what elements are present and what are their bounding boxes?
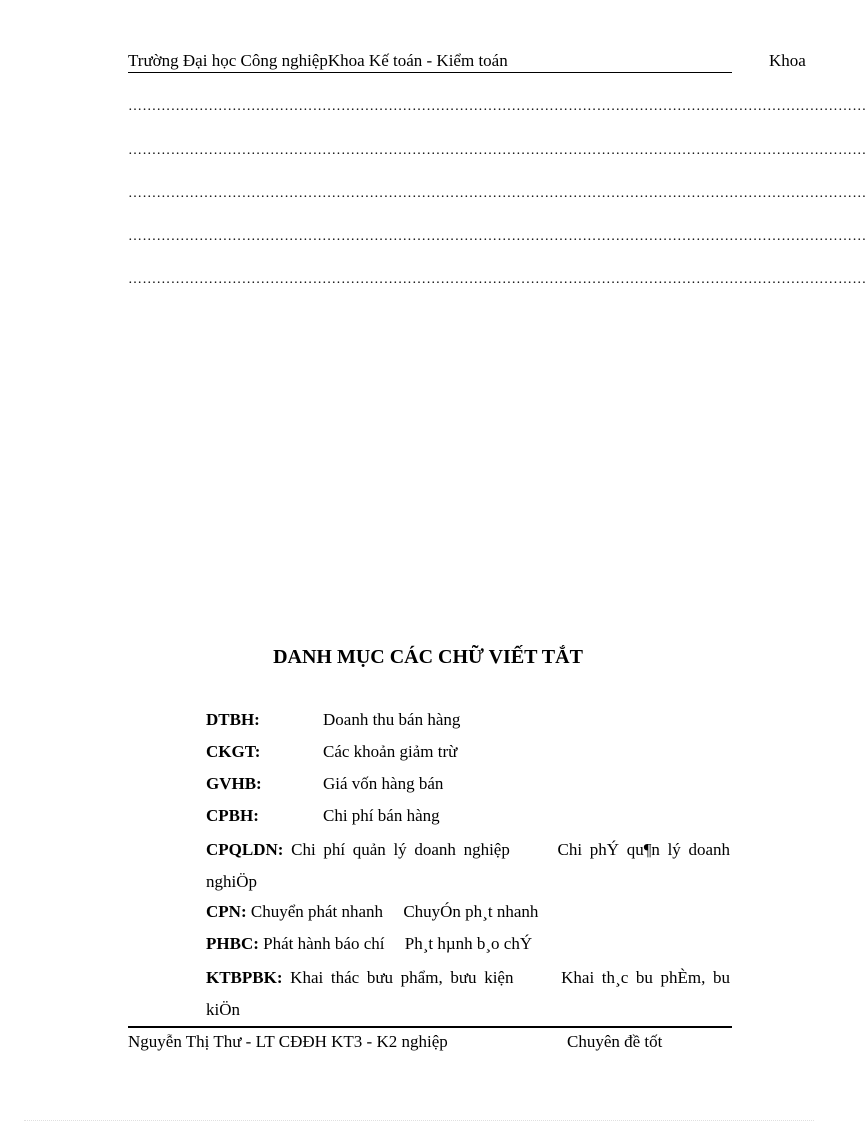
abbreviation-meaning: Phát hành báo chí xyxy=(263,934,385,953)
abbreviation-list xyxy=(206,706,730,1026)
abbreviation-code: CPBH: xyxy=(206,806,259,825)
abbreviation-row xyxy=(206,802,730,834)
footer-author: Nguyễn Thị Thư - LT CĐĐH KT3 - K2 nghiệp xyxy=(128,1032,448,1051)
abbreviation-meaning: Các khoản giảm trừ xyxy=(323,742,458,761)
page-edge xyxy=(24,1120,814,1121)
abbreviation-meaning: Chuyển phát nhanh xyxy=(250,902,384,921)
abbreviation-meaning: Doanh thu bán hàng xyxy=(323,710,461,729)
abbreviation-legacy-text: Ph¸t hµnh b¸o chÝ xyxy=(404,934,533,953)
page-title: DANH MỤC CÁC CHỮ VIẾT TẮT xyxy=(273,646,583,668)
abbreviation-code: CPN: xyxy=(206,902,247,921)
header-side-text: Khoa xyxy=(769,51,806,70)
footer-document-type: Chuyên đề tốt xyxy=(567,1032,663,1051)
dotted-line: ………………………………………………………………………………………………………………………………………… xyxy=(128,143,866,158)
abbreviation-code: DTBH: xyxy=(206,710,260,729)
abbreviation-row xyxy=(206,930,730,962)
abbreviation-legacy-text: ChuyÓn ph¸t nhanh xyxy=(403,902,539,921)
dotted-line: ………………………………………………………………………………………………………………………………………… xyxy=(128,229,866,244)
header-school-text: Trường Đại học Công nghiệpKhoa Kế toán - Kiểm toán xyxy=(128,51,508,70)
abbreviation-legacy-text: Khai th¸c bu phÈm, bu kiÖn xyxy=(206,968,731,1019)
abbreviation-code: PHBC: xyxy=(206,934,259,953)
abbreviation-row xyxy=(206,738,730,770)
abbreviation-meaning: Chi phí bán hàng xyxy=(323,806,440,825)
page-header xyxy=(128,50,732,73)
abbreviation-row xyxy=(206,834,730,898)
dotted-line: ………………………………………………………………………………………………………………………………………… xyxy=(128,272,866,287)
abbreviation-legacy-text: Chi phÝ qu¶n lý doanh nghiÖp xyxy=(206,840,731,891)
abbreviation-code: CKGT: xyxy=(206,742,261,761)
abbreviation-meaning: Khai thác bưu phẩm, bưu kiện xyxy=(290,968,514,987)
abbreviation-row xyxy=(206,962,730,1026)
abbreviation-row xyxy=(206,706,730,738)
abbreviation-row xyxy=(206,770,730,802)
abbreviation-code: KTBPBK: xyxy=(206,968,283,987)
abbreviation-code: GVHB: xyxy=(206,774,262,793)
abbreviation-meaning: Chi phí quản lý doanh nghiệp xyxy=(291,840,510,859)
dotted-line: ………………………………………………………………………………………………………………………………………… xyxy=(128,99,866,114)
abbreviation-row xyxy=(206,898,730,930)
dotted-line: ………………………………………………………………………………………………………………………………………… xyxy=(128,186,866,201)
abbreviation-meaning: Giá vốn hàng bán xyxy=(323,774,444,793)
footer-divider xyxy=(128,1026,732,1028)
abbreviation-code: CPQLDN: xyxy=(206,840,284,859)
